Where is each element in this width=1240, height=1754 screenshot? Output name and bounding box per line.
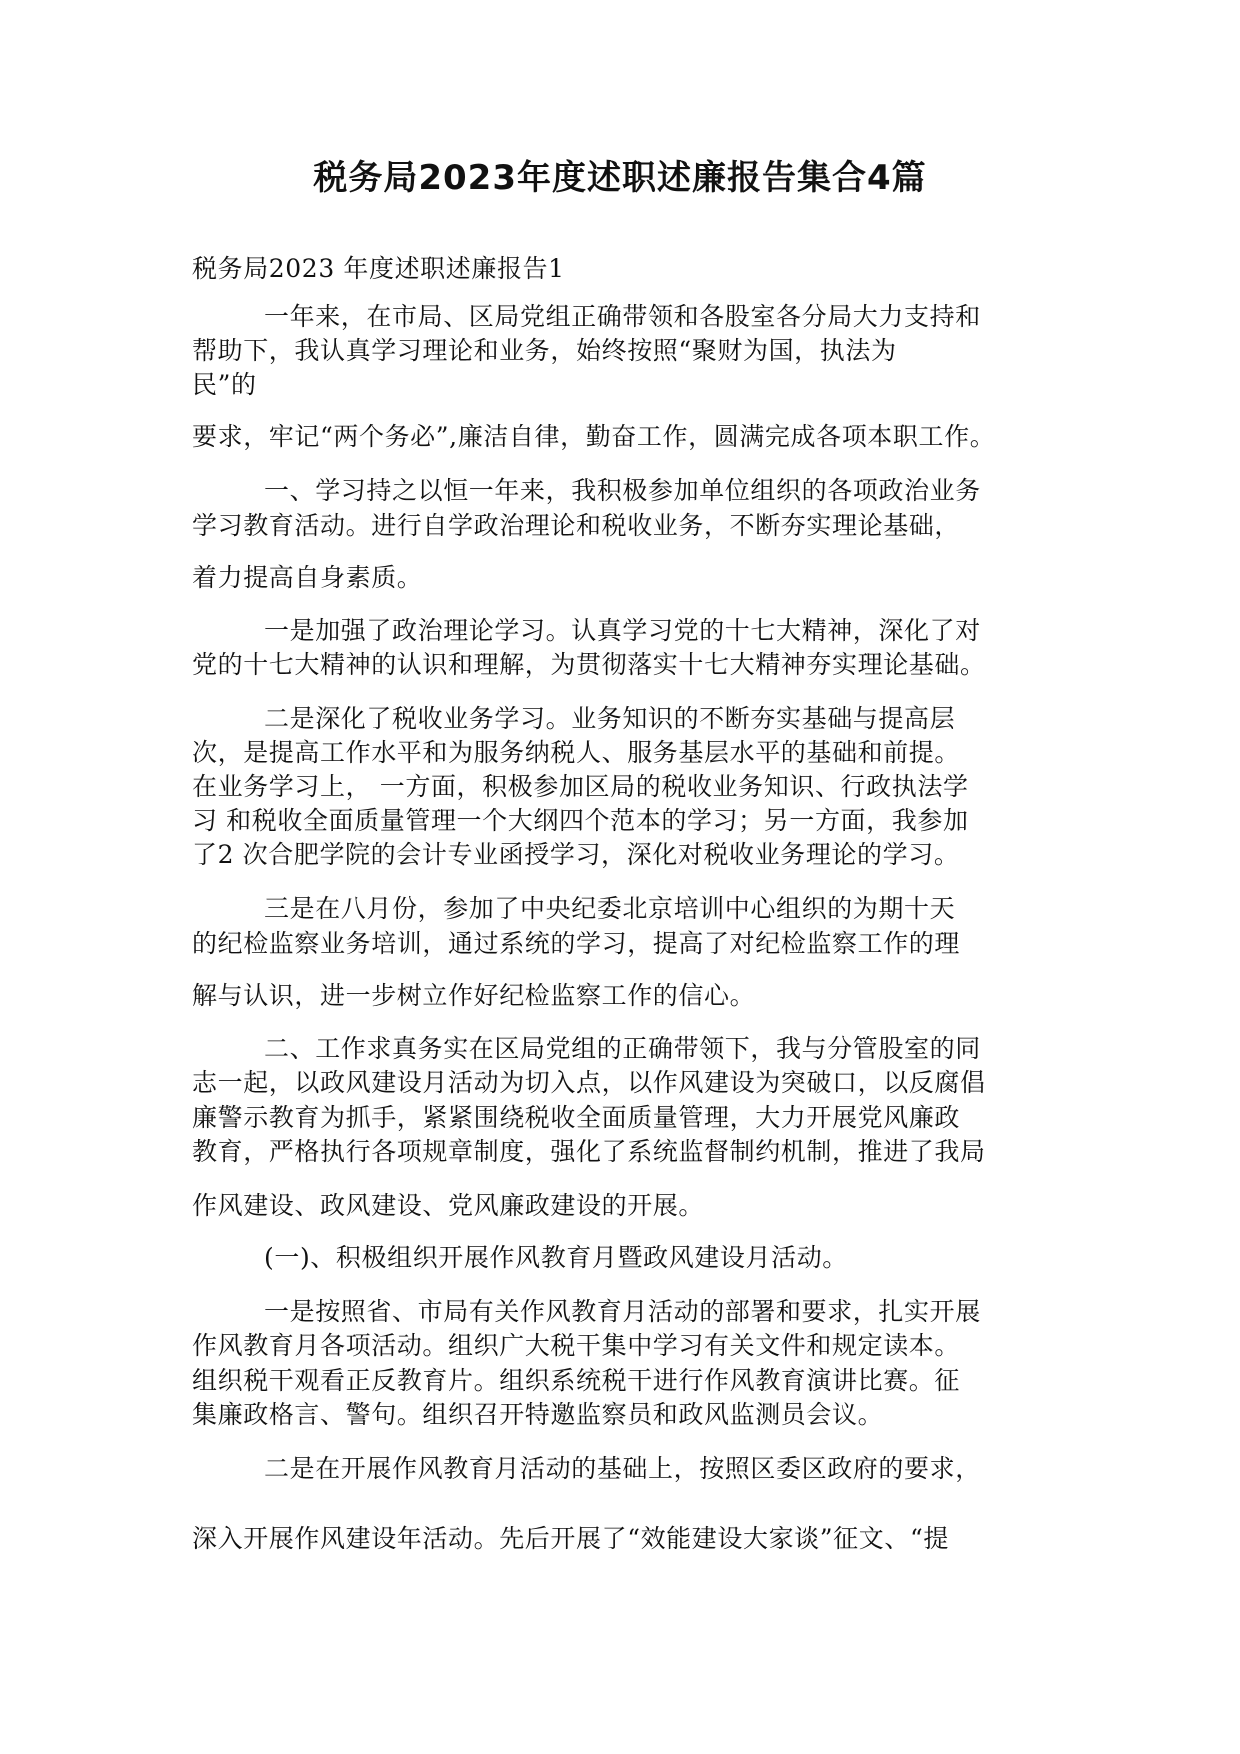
paragraph-line: 一年来，在市局、区局党组正确带领和各股室各分局大力支持和: [264, 302, 981, 331]
paragraph-line: 了2 次合肥学院的会计专业函授学习，深化对税收业务理论的学习。: [192, 840, 960, 869]
paragraph-line: 教育，严格执行各项规章制度，强化了系统监督制约机制，推进了我局: [192, 1137, 986, 1166]
paragraph-line: 民”的: [192, 370, 257, 399]
subsection-heading: (一)、积极组织开展作风教育月暨政风建设月活动。: [264, 1243, 848, 1272]
paragraph-line: 三是在八月份，参加了中央纪委北京培训中心组织的为期十天: [264, 894, 956, 923]
paragraph-line: 深入开展作风建设年活动。先后开展了“效能建设大家谈”征文、“提: [192, 1524, 949, 1553]
paragraph-line: 帮助下，我认真学习理论和业务，始终按照“聚财为国，执法为: [192, 336, 897, 365]
paragraph-line: 集廉政格言、警句。组织召开特邀监察员和政风监测员会议。: [192, 1400, 884, 1429]
paragraph-line: 作风建设、政风建设、党风廉政建设的开展。: [192, 1191, 705, 1220]
paragraph-line: 一是加强了政治理论学习。认真学习党的十七大精神，深化了对: [264, 616, 981, 645]
paragraph-line: 着力提高自身素质。: [192, 563, 423, 592]
paragraph-line: 要求，牢记“两个务必”,廉洁自律，勤奋工作，圆满完成各项本职工作。: [192, 422, 996, 451]
paragraph-line: 廉警示教育为抓手，紧紧围绕税收全面质量管理，大力开展党风廉政: [192, 1103, 961, 1132]
document-title: 税务局2023年度述职述廉报告集合4篇: [313, 158, 927, 198]
paragraph-line: 二是深化了税收业务学习。业务知识的不断夯实基础与提高层: [264, 704, 956, 733]
paragraph-line: 志一起，以政风建设月活动为切入点，以作风建设为突破口，以反腐倡: [192, 1068, 986, 1097]
paragraph-line: 一、学习持之以恒一年来，我积极参加单位组织的各项政治业务: [264, 476, 981, 505]
paragraph-line: 次，是提高工作水平和为服务纳税人、服务基层水平的基础和前提。: [192, 738, 961, 767]
paragraph-line: 二、工作求真务实在区局党组的正确带领下，我与分管股室的同: [264, 1034, 981, 1063]
paragraph-line: 的纪检监察业务培训，通过系统的学习，提高了对纪检监察工作的理: [192, 929, 961, 958]
paragraph-line: 解与认识，进一步树立作好纪检监察工作的信心。: [192, 981, 756, 1010]
paragraph-line: 党的十七大精神的认识和理解，为贯彻落实十七大精神夯实理论基础。: [192, 650, 986, 679]
paragraph-line: 习 和税收全面质量管理一个大纲四个范本的学习；另一方面，我参加: [192, 806, 969, 835]
paragraph-line: 在业务学习上， 一方面，积极参加区局的税收业务知识、行政执法学: [192, 772, 969, 801]
section-heading: 税务局2023 年度述职述廉报告1: [192, 254, 565, 283]
paragraph-line: 一是按照省、市局有关作风教育月活动的部署和要求，扎实开展: [264, 1297, 981, 1326]
paragraph-line: 组织税干观看正反教育片。组织系统税干进行作风教育演讲比赛。征: [192, 1366, 961, 1395]
paragraph-line: 作风教育月各项活动。组织广大税干集中学习有关文件和规定读本。: [192, 1331, 961, 1360]
paragraph-line: 二是在开展作风教育月活动的基础上，按照区委区政府的要求，: [264, 1454, 981, 1483]
paragraph-line: 学习教育活动。进行自学政治理论和税收业务，不断夯实理论基础，: [192, 511, 961, 540]
